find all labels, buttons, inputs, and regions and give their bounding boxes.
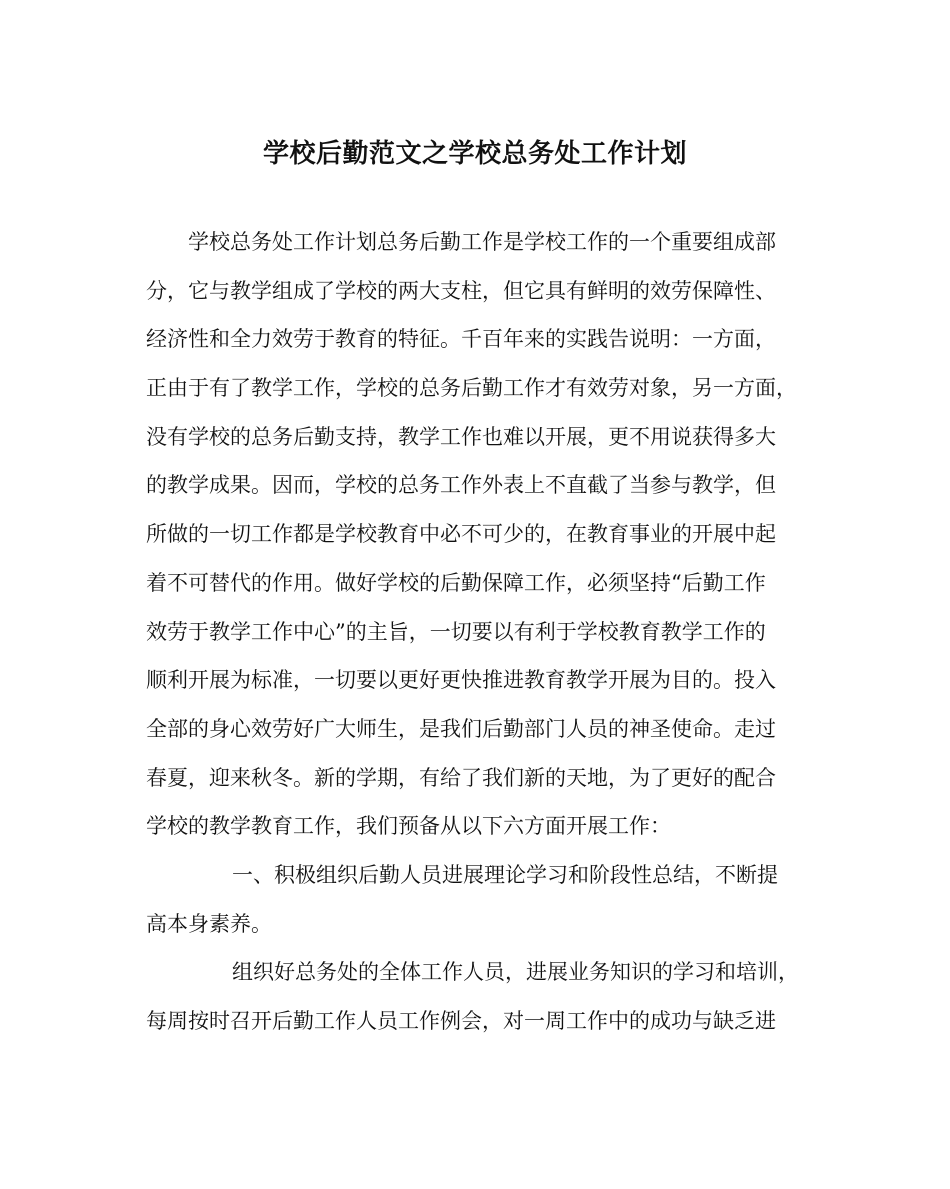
paragraph-line: 顺利开展为标准，一切要以更好更快推进教育教学开展为目的。投入 (146, 668, 776, 693)
paragraph-line: 春夏，迎来秋冬。新的学期，有给了我们新的天地，为了更好的配合 (146, 765, 776, 790)
document-body (146, 218, 806, 1046)
paragraph-line: 没有学校的总务后勤支持，教学工作也难以开展，更不用说获得多大 (146, 424, 776, 449)
paragraph-line: 每周按时召开后勤工作人员工作例会，对一周工作中的成功与缺乏进 (146, 1009, 776, 1033)
section-heading-line: 一、积极组织后勤人员进展理论学习和阶段性总结，不断提 (232, 862, 778, 887)
paragraph-line: 着不可替代的作用。做好学校的后勤保障工作，必须坚持“后勤工作 (146, 570, 766, 595)
paragraph-line: 的教学成果。因而，学校的总务工作外表上不直截了当参与教学，但 (146, 473, 776, 498)
paragraph-line: 效劳于教学工作中心”的主旨，一切要以有利于学校教育教学工作的 (146, 619, 766, 644)
section-heading-line: 高本身素养。 (146, 911, 272, 936)
paragraph-line: 经济性和全力效劳于教育的特征。千百年来的实践告说明：一方面， (146, 327, 776, 352)
paragraph-line: 所做的一切工作都是学校教育中必不可少的，在教育事业的开展中起 (146, 522, 776, 547)
paragraph-line: 正由于有了教学工作，学校的总务后勤工作才有效劳对象，另一方面， (146, 376, 797, 401)
paragraph-line: 全部的身心效劳好广大师生，是我们后勤部门人员的神圣使命。走过 (146, 716, 776, 741)
paragraph-line: 组织好总务处的全体工作人员，进展业务知识的学习和培训， (232, 960, 799, 985)
paragraph-line: 分，它与教学组成了学校的两大支柱，但它具有鲜明的效劳保障性、 (146, 278, 776, 303)
document-title: 学校后勤范文之学校总务处工作计划 (262, 139, 687, 169)
paragraph-line: 学校总务处工作计划总务后勤工作是学校工作的一个重要组成部 (188, 230, 776, 254)
paragraph-line: 学校的教学教育工作，我们预备从以下六方面开展工作： (146, 814, 671, 839)
